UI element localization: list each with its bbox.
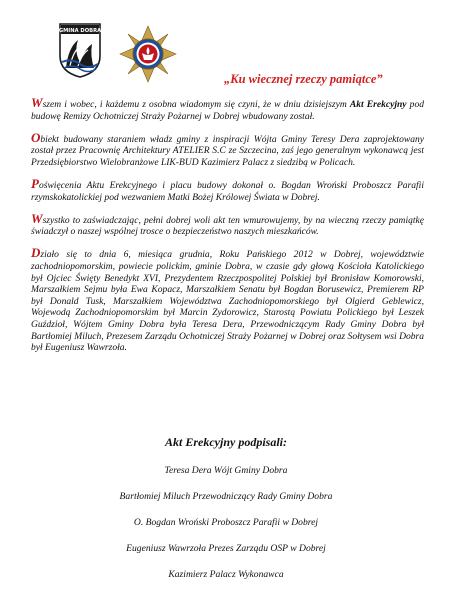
- motto-heading: „Ku wiecznej rzeczy pamiątce”: [224, 72, 383, 86]
- paragraph-text: pod budowę Remizy Ochotniczej Straży Pożarnej w Dobrej wbudowany został.: [31, 99, 424, 122]
- signatory-line: Eugeniusz Wawrzoła Prezes Zarządu OSP w Dobrej: [126, 543, 326, 554]
- paragraph-akt: [31, 97, 424, 122]
- paragraph-dzialo: [31, 247, 424, 353]
- paragraph-obiekt: [31, 129, 424, 169]
- signatory-line: Kazimierz Palacz Wykonawca: [168, 569, 284, 580]
- document-body: [31, 97, 424, 363]
- fire-brigade-emblem-icon: [118, 24, 178, 84]
- gmina-logo-text: GMINA DOBRA: [58, 28, 102, 34]
- paragraph-text: szystko to zaświadczając, pełni dobrej woli akt ten wmurowujemy, by na wieczną rzeczy pamiątkę świadczył o naszej wspólnej trosce o bezpieczeństwo naszych mieszkańców.: [31, 214, 424, 238]
- signatory-line: O. Bogdan Wroński Proboszcz Parafii w Dobrej: [133, 517, 319, 528]
- dropcap: P: [31, 175, 39, 191]
- signatory-line: Teresa Dera Wójt Gminy Dobra: [164, 465, 288, 476]
- paragraph-text: oświęcenia Aktu Erekcyjnego i placu budowy dokonał o. Bogdan Wroński Proboszcz Parafii rzymskokatolickiej pod wezwaniem Matki Bożej Królowej Świata w Dobrej.: [31, 179, 424, 203]
- dropcap: W: [31, 210, 43, 226]
- paragraph-poswiecenia: [31, 175, 424, 203]
- dropcap: D: [31, 245, 41, 261]
- paragraph-wszystko: [31, 210, 424, 238]
- dropcap: O: [31, 129, 41, 145]
- paragraph-text: ziało się to dnia 6, miesiąca grudnia, Roku Pańskiego 2012 w Dobrej, województwie zachodniopomorskim, powiecie polickim, gminie Dobra, w czasie gdy głową Kościoła Katolickiego był Ojciec Święty Benedykt XVI, Prezydentem Rzeczpospolitej Polskiej był Bronisław Komorowski, Marszałkiem Sejmu była Ewa Kopacz, Marszałkiem Senatu był Bogdan Borusewicz, Premierem RP był Donald Tusk, Marszałkiem Województwa Zachodniopomorskiego był Olgierd Geblewicz, Wojewodą Zachodniopomorskim był Marcin Zydorowicz, Starostą Powiatu Polickiego był Leszek Guździoł, Wójtem Gminy Dobra była Teresa Dera, Przewodniczącym Rady Gminy Dobra był Bartłomiej Miluch, Prezesem Zarządu Ochotniczej Straży Pożarnej w Dobrej oraz Sołtysem wsi Dobra był Eugeniusz Wawrzoła.: [31, 249, 424, 354]
- paragraph-text: biekt budowany staraniem władz gminy z inspiracji Wójta Gminy Teresy Dera zaprojektowany został przez Pracownię Architektury ATELIER S.C ze Szczecina, zaś jego generalnym wykonawcą jest Przedsiębiorstwo Wielobranżowe LIK-BUD Kazimierz Palacz z siedzibą w Policach.: [31, 133, 424, 168]
- akt-erekcyjny-bold: Akt Erekcyjny: [349, 99, 407, 110]
- dropcap: W: [31, 95, 43, 110]
- signatory-line: Bartłomiej Miluch Przewodniczący Rady Gminy Dobra: [119, 491, 333, 502]
- gmina-dobra-crest-icon: [58, 22, 102, 78]
- paragraph-text: szem i wobec, i każdemu z osobna wiadomym się czyni, że w dniu dzisiejszym: [42, 99, 350, 110]
- signatories-heading: Akt Erekcyjny podpisali:: [165, 435, 287, 449]
